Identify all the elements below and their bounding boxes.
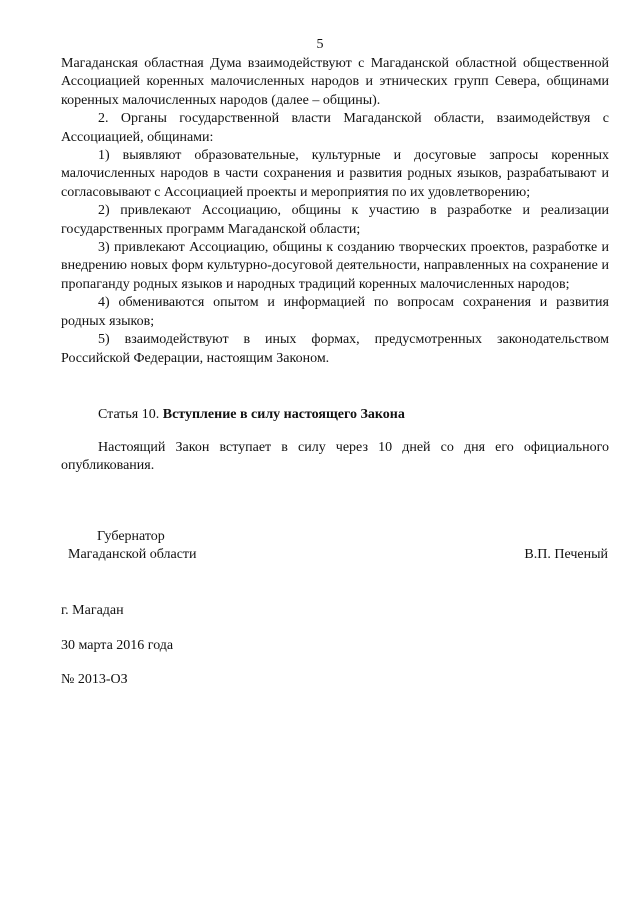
signatory-name: В.П. Печеный	[524, 547, 608, 562]
list-item-3: 3) привлекают Ассоциацию, общины к созданию творческих проектов, разработке и внедрению новых форм культурно-досуговой деятельности, направленных на сохранение и пропаганду родных языков и народных традиций коренных малочисленных народов;	[61, 240, 609, 292]
article-text: Настоящий Закон вступает в силу через 10 дней со дня его официального опубликования.	[61, 440, 609, 474]
list-item-2: 2) привлекают Ассоциацию, общины к участию в разработке и реализации государственных программ Магаданской области;	[61, 203, 609, 237]
list-item-1: 1) выявляют образовательные, культурные и досуговые запросы коренных малочисленных народов в части сохранения и развития родных языков, разрабатывают и согласовывают с Ассоциацией проекты и мероприятия по их удовлетворению;	[61, 148, 609, 200]
list-item-4: 4) обмениваются опытом и информацией по вопросам сохранения и развития родных языков;	[61, 295, 609, 329]
paragraph-item-2: 2. Органы государственной власти Магаданской области, взаимодействуя с Ассоциацией, общинами:	[61, 111, 609, 145]
signatory-region: Магаданской области	[68, 547, 197, 562]
paragraph-continuation: Магаданская областная Дума взаимодействуют с Магаданской областной общественной Ассоциацией коренных малочисленных народов и этнических групп Севера, общинами коренных малочисленных народов (далее – общины).	[61, 56, 609, 108]
signatory-title: Губернатор	[97, 529, 165, 544]
article-heading	[98, 406, 405, 424]
article-number: Статья 10.	[98, 407, 160, 422]
article-body	[61, 55, 609, 368]
page-number: 5	[316, 37, 324, 52]
place-of-signing: г. Магадан	[61, 603, 124, 618]
article-title: Вступление в силу настоящего Закона	[162, 407, 405, 422]
list-item-5: 5) взаимодействуют в иных формах, предусмотренных законодательством Российской Федерации, настоящим Законом.	[61, 332, 609, 366]
law-number: № 2013-ОЗ	[61, 672, 128, 687]
signing-date: 30 марта 2016 года	[61, 638, 174, 653]
